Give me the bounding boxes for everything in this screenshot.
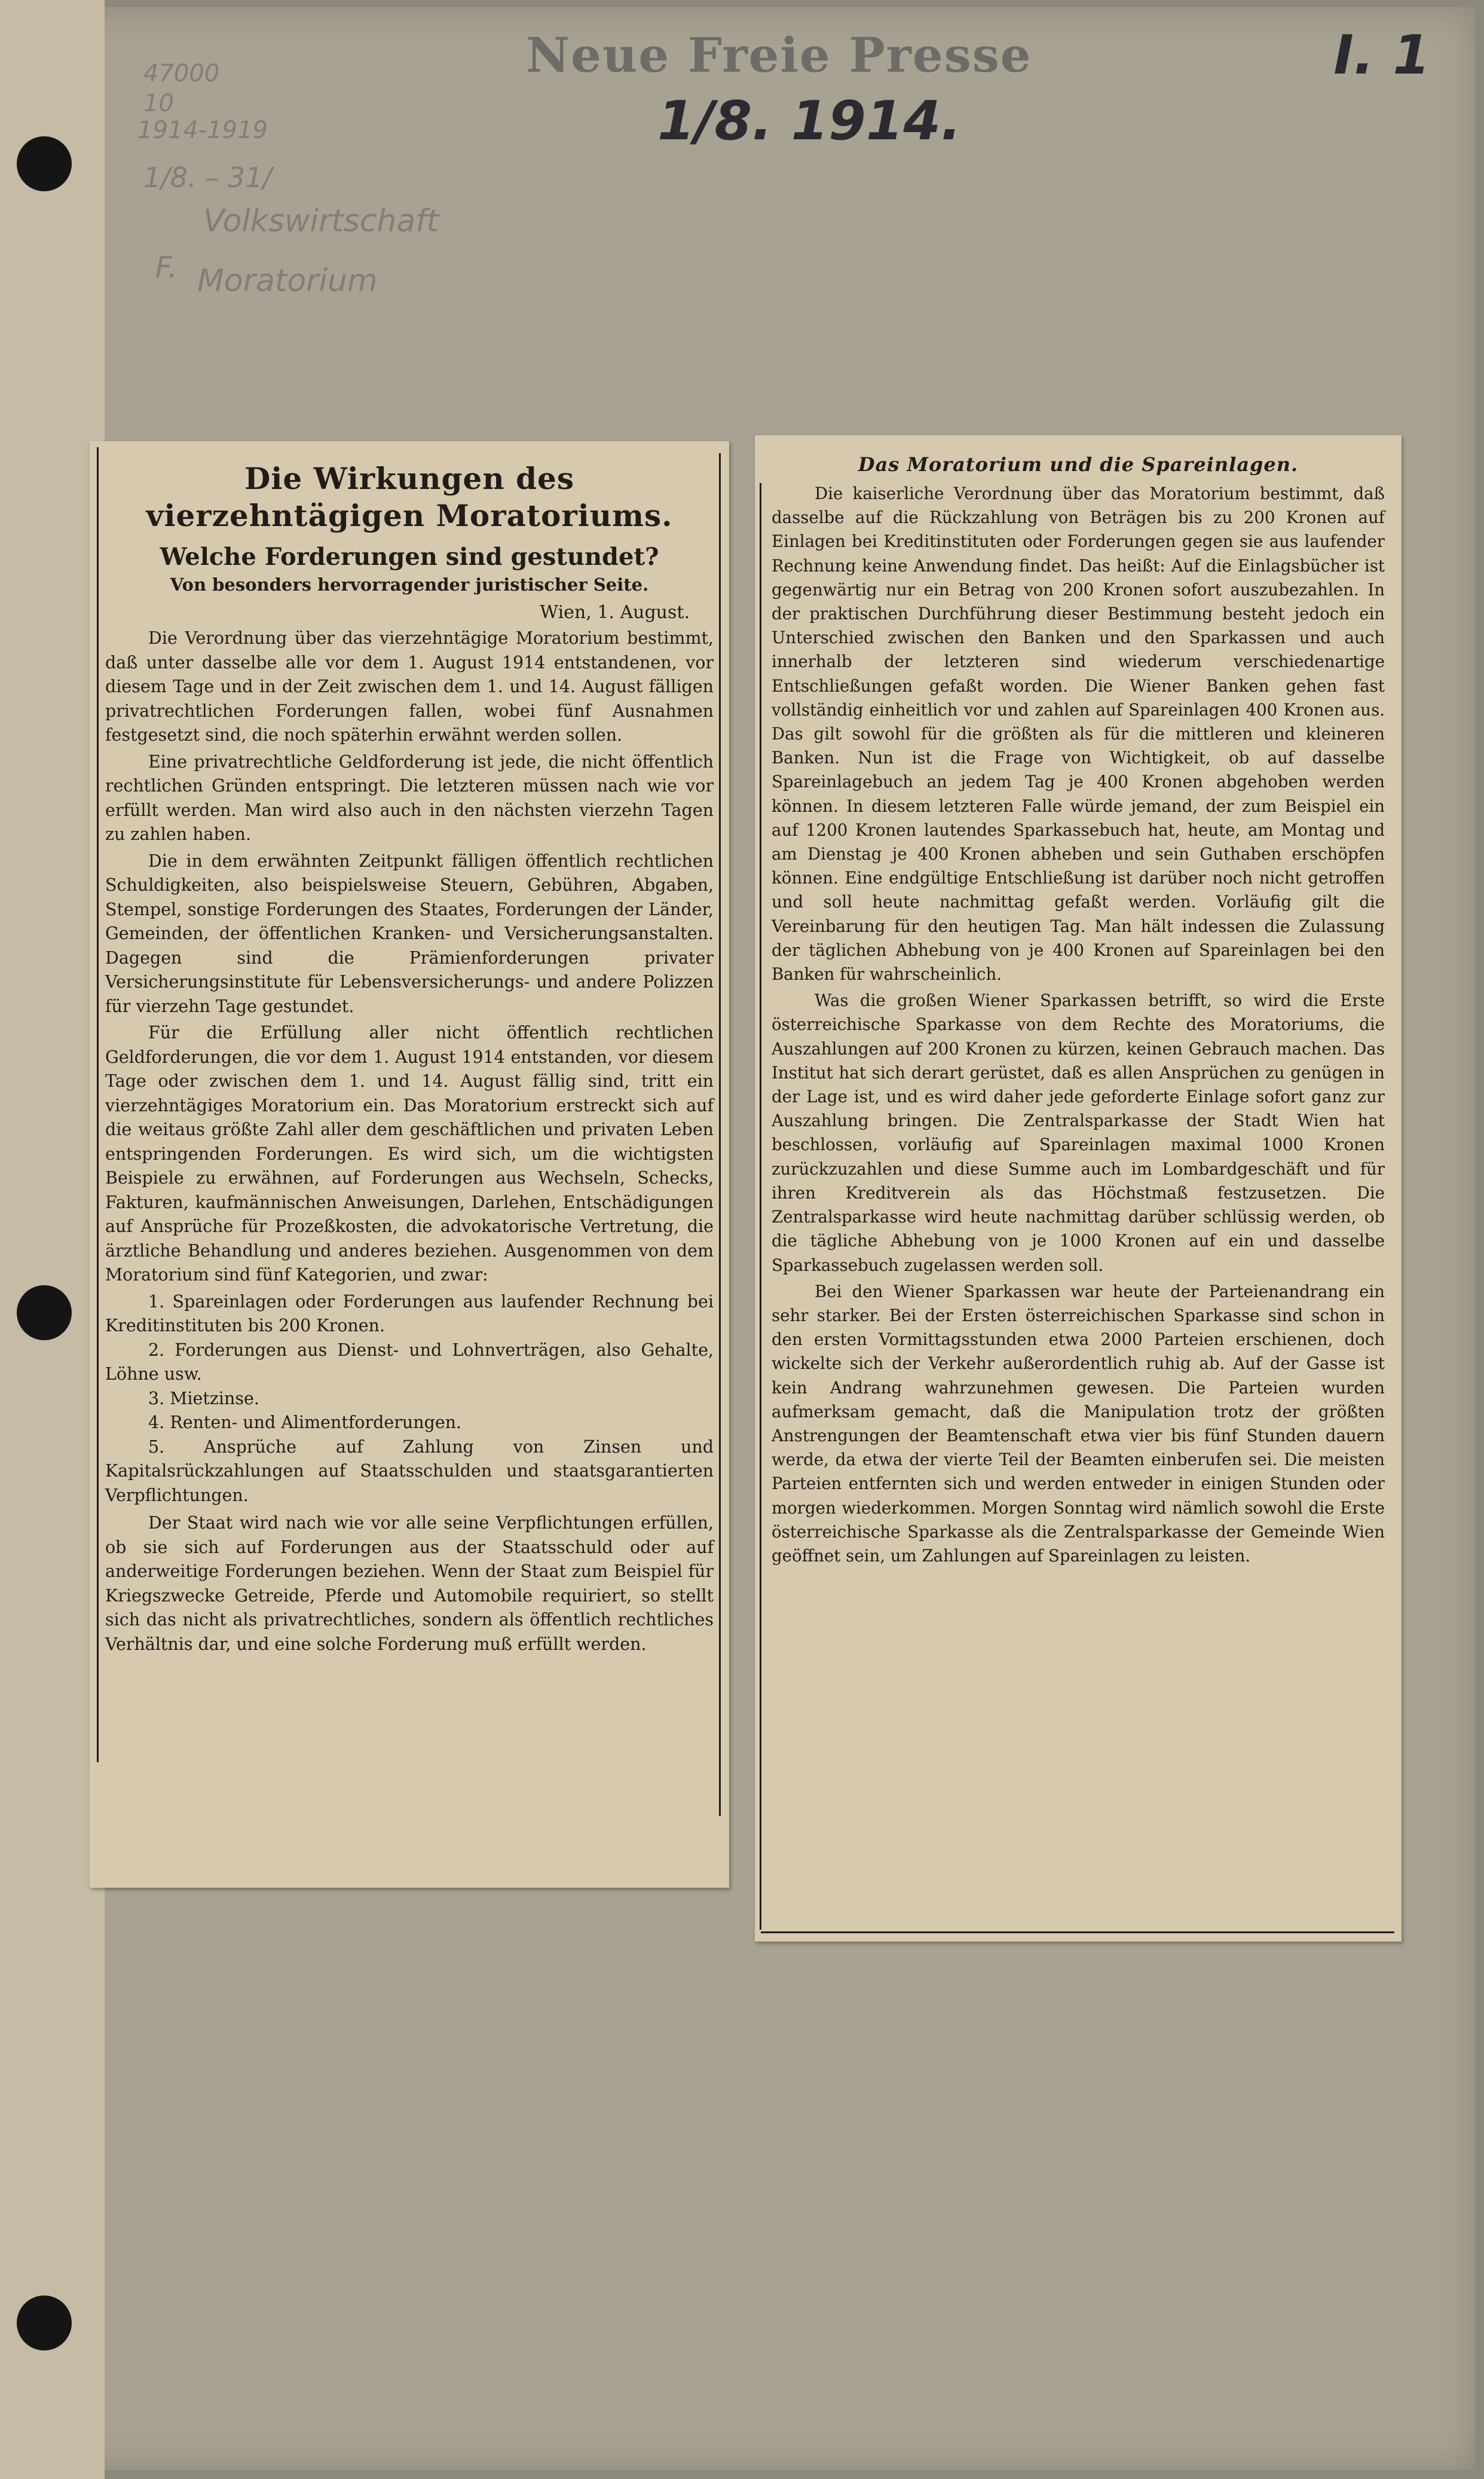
column-rule bbox=[97, 447, 99, 1762]
newspaper-masthead: Neue Freie Presse bbox=[526, 27, 1032, 83]
article-paragraph: Eine privatrechtliche Geldforderung ist jede, die nicht öffentlich rechtlichen Gründen entspringt. Die letzteren müssen nach wie vor erfüllt werden. Man wird also auch in den nächsten vierzehn Tagen zu zahlen haben. bbox=[105, 751, 714, 844]
column-rule bbox=[761, 1931, 1394, 1933]
punch-hole bbox=[17, 136, 72, 191]
exception-item: 3. Mietzinse. bbox=[148, 1388, 259, 1408]
punch-hole bbox=[17, 2295, 72, 2350]
article-byline: Von besonders hervorragender juristischer Seite. bbox=[170, 574, 649, 595]
article-paragraph: Der Staat wird nach wie vor alle seine Verpflichtungen erfüllen, ob sie sich auf Forderungen aus der Staatsschuld oder auf anderweitige Forderungen beziehen. Wenn der Staat zum Beispiel für Kriegszwecke Getreide, Pferde und Automobile requiriert, so stellt sich das nicht als privatrechtliches, sondern als öffentlich rechtliches Verhältnis dar, und eine solche Forderung muß erfüllt werden. bbox=[105, 1513, 714, 1654]
exception-item: 4. Renten- und Alimentforderungen. bbox=[148, 1413, 462, 1432]
punch-hole bbox=[17, 1285, 72, 1340]
pencil-note: 47000 bbox=[143, 60, 220, 87]
clipping-right bbox=[755, 435, 1402, 1942]
sheet-left-edge bbox=[0, 0, 105, 2479]
pencil-note: Volkswirtschaft bbox=[203, 203, 439, 239]
pencil-note: 10 bbox=[143, 90, 174, 117]
column-rule bbox=[719, 453, 721, 1816]
handwritten-reference: I. 1 bbox=[1333, 24, 1430, 87]
exceptions-list bbox=[105, 1290, 714, 1508]
exception-item: 2. Forderungen aus Dienst- und Lohnverträgen, also Gehalte, Löhne usw. bbox=[105, 1340, 714, 1384]
article-paragraph: Die kaiserliche Verordnung über das Moratorium bestimmt, daß dasselbe auf die Rückzahlung von Beträgen bis zu 200 Kronen auf Einlagen bei Kreditinstituten oder Forderungen gegen sie aus laufender Rechnung keine Anwendung findet. Das heißt: Auf die Einlagsbücher ist gegenwärtig nur ein Betrag von 200 Kronen sofort auszubezahlen. In der praktischen Durchführung dieser Bestimmung besteht jedoch ein Unterschied zwischen den Banken und den Sparkassen und auch innerhalb der letzteren sind wiederum verschiedenartige Entschließungen gefaßt worden. Die Wiener Banken gehen fast vollständig einheitlich vor und zahlen auf Spareinlagen 400 Kronen aus. Das gilt sowohl für die größten als für die mittleren und kleineren Banken. Nun ist die Frage von Wichtigkeit, ob auf dasselbe Spareinlagebuch an jedem Tag je 400 Kronen abgehoben werden können. In diesem letzteren Falle würde jemand, der zum Beispiel ein auf 1200 Kronen lautendes Sparkassebuch hat, heute, am Montag und am Dienstag je 400 Kronen abheben und sein Guthaben erschöpfen können. Eine endgültige Entschließung ist darüber noch nicht getroffen und soll heute nachmittag gefaßt werden. Vorläufig gilt die Vereinbarung für den heutigen Tag. Man hält indessen die Zulassung der täglichen Abhebung von je 400 Kronen auf Spareinlagen bei den Banken für wahrscheinlich. bbox=[772, 484, 1385, 985]
article-headline: Die Wirkungen des vierzehntägigen Moratoriums. bbox=[146, 461, 673, 533]
article-headline: Das Moratorium und die Spareinlagen. bbox=[858, 453, 1299, 476]
article-subheading: Welche Forderungen sind gestundet? bbox=[160, 543, 659, 571]
article-dateline: Wien, 1. August. bbox=[540, 602, 690, 623]
pencil-note: 1/8. – 31/ bbox=[143, 161, 272, 194]
exception-item: 5. Ansprüche auf Zahlung von Zinsen und Kapitalsrückzahlungen auf Staatsschulden und staatsgarantierten Verpflichtungen. bbox=[105, 1436, 714, 1505]
handwritten-date: 1/8. 1914. bbox=[657, 90, 962, 152]
pencil-note: F. bbox=[155, 251, 178, 285]
article-paragraph: Bei den Wiener Sparkassen war heute der Parteienandrang ein sehr starker. Bei der Ersten österreichischen Sparkasse sind schon in den ersten Vormittagsstunden etwa 2000 Parteien erschienen, doch wickelte sich der Verkehr außerordentlich ruhig ab. Auf der Gasse ist kein Andrang wahrzunehmen gewesen. Die Parteien wurden aufmerksam gemacht, daß die Manipulation trotz der größten Anstrengungen der Beamtenschaft etwa vier bis fünf Stunden dauern werde, da etwa der vierte Teil der Beamten einberufen sei. Die meisten Parteien entfernten sich und werden entweder in einigen Stunden oder morgen wiederkommen. Morgen Sonntag wird nämlich sowohl die Erste österreichische Sparkasse als die Zentralsparkasse der Gemeinde Wien geöffnet sein, um Zahlungen auf Spareinlagen zu leisten. bbox=[772, 1281, 1385, 1566]
article-paragraph: Was die großen Wiener Sparkassen betrifft, so wird die Erste österreichische Sparkasse von dem Rechte des Moratoriums, die Auszahlungen auf 200 Kronen zu kürzen, keinen Gebrauch machen. Das Institut hat sich derart gerüstet, daß es allen Ansprüchen zu genügen in der Lage ist, und es wird daher jede geforderte Einlage sofort ganz zur Auszahlung bringen. Die Zentralsparkasse der Stadt Wien hat beschlossen, vorläufig auf Spareinlagen maximal 1000 Kronen zurückzuzahlen und diese Summe auch im Lombardgeschäft und für ihren Kreditverein als das Höchstmaß festzusetzen. Die Zentralsparkasse wird heute nachmittag darüber schlüssig werden, ob die tägliche Abhebung von je 1000 Kronen auf ein und dasselbe Sparkassebuch zugelassen werden soll. bbox=[772, 991, 1385, 1275]
exception-item: 1. Spareinlagen oder Forderungen aus laufender Rechnung bei Kreditinstituten bis 200 Kronen. bbox=[105, 1291, 714, 1335]
column-rule bbox=[760, 483, 761, 1930]
pencil-note: 1914-1919 bbox=[137, 117, 268, 144]
article-paragraph: Die in dem erwähnten Zeitpunkt fälligen öffentlich rechtlichen Schuldigkeiten, also beispielsweise Steuern, Gebühren, Abgaben, Stempel, sonstige Forderungen des Staates, Forderungen der Länder, Gemeinden, der öffentlichen Kranken- und Versicherungsanstalten. Dagegen sind die Prämienforderungen privater Versicherungsinstitute für Lebensversicherungs- und andere Polizzen für vierzehn Tage gestundet. bbox=[105, 851, 714, 1016]
article-paragraph: Die Verordnung über das vierzehntägige Moratorium bestimmt, daß unter dasselbe alle vor dem 1. August 1914 entstandenen, vor diesem Tage und in der Zeit zwischen dem 1. und 14. August fälligen privatrechtlichen Forderungen fallen, wobei fünf Ausnahmen festgesetzt sind, die noch späterhin erwähnt werden sollen. bbox=[105, 628, 714, 745]
clipping-left bbox=[90, 441, 729, 1888]
pencil-note: Moratorium bbox=[197, 263, 378, 299]
article-paragraph: Für die Erfüllung aller nicht öffentlich rechtlichen Geldforderungen, die vor dem 1. August 1914 entstanden, vor diesem Tage oder zwischen dem 1. und 14. August fällig sind, tritt ein vierzehntägiges Moratorium ein. Das Moratorium erstreckt sich auf die weitaus größte Zahl aller dem geschäftlichen und privaten Leben entspringenden Forderungen. Es wird sich, um die wichtigsten Beispiele zu erwähnen, auf Forderungen aus Wechseln, Schecks, Fakturen, kaufmännischen Anweisungen, Darlehen, Entschädigungen auf Ansprüche für Prozeßkosten, die advokatorische Vertretung, die ärztliche Behandlung und anderes beziehen. Ausgenommen von dem Moratorium sind fünf Kategorien, und zwar: bbox=[105, 1023, 714, 1285]
